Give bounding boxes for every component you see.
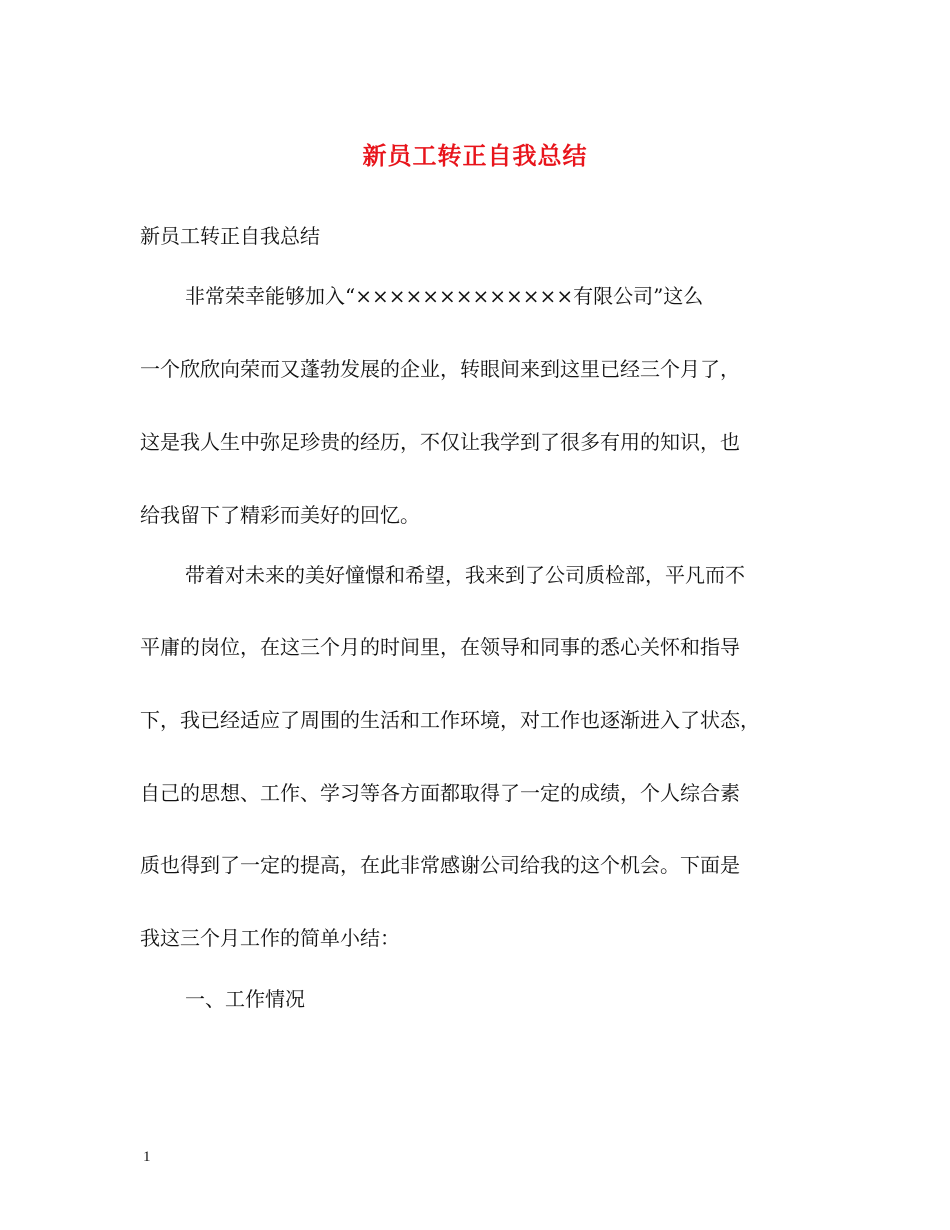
paragraph-2-line-1: 带着对未来的美好憧憬和希望，我来到了公司质检部，平凡而不: [185, 563, 745, 587]
paragraph-2-line-3: 下，我已经适应了周围的生活和工作环境，对工作也逐渐进入了状态，: [140, 708, 760, 732]
paragraph-1-line-4: 给我留下了精彩而美好的回忆。: [140, 503, 420, 527]
paragraph-2-line-5: 质也得到了一定的提高，在此非常感谢公司给我的这个机会。下面是: [140, 853, 740, 877]
document-title: 新员工转正自我总结: [362, 141, 588, 170]
paragraph-2-line-6: 我这三个月工作的简单小结：: [140, 926, 400, 950]
paragraph-1-line-1: 非常荣幸能够加入“×××××××××××××有限公司”这么: [185, 284, 704, 308]
document-subtitle: 新员工转正自我总结: [140, 224, 320, 248]
paragraph-1-line-2: 一个欣欣向荣而又蓬勃发展的企业，转眼间来到这里已经三个月了，: [140, 357, 740, 381]
section-heading-work-status: 一、工作情况: [185, 987, 305, 1011]
page-number: 1: [143, 1149, 151, 1165]
paragraph-2-line-2: 平庸的岗位，在这三个月的时间里，在领导和同事的悉心关怀和指导: [140, 635, 740, 659]
paragraph-2-line-4: 自己的思想、工作、学习等各方面都取得了一定的成绩，个人综合素: [140, 781, 740, 805]
paragraph-1-line-3: 这是我人生中弥足珍贵的经历，不仅让我学到了很多有用的知识，也: [140, 430, 740, 454]
